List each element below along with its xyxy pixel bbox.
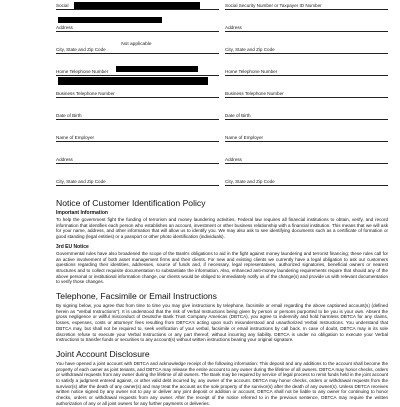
ssn-field-right <box>225 2 388 10</box>
field-label: Social Security Number or Taxpayer ID Number <box>225 3 322 8</box>
field-label: Social <box>56 3 69 8</box>
field-label: Address <box>225 157 242 162</box>
paragraph: Governmental rules have also broadened the scope of the Bank's obligations to aid in the fight against money laundering and terrorist financing; these rules call for an active involvement of both asset management firms and their clients. For new and existing clients we currently have a legal obligation to ask our customers questions regarding their identities, addresses, source of funds and, if necessary, legal representatives, authorized signatories, beneficial owners or nearest structures and to collect requisite documentation to substantiate the information. Also, enhanced anti-money laundering requirements require that should any of the above personal or institutional information change, our clients would be obliged to immediately notify us of the change(s) and provide us with relevant documentation to verify those changes. <box>56 250 388 285</box>
ssn-field-left <box>56 2 219 10</box>
city-state-zip-field-left <box>56 32 219 54</box>
employer-city-field-left <box>56 164 219 186</box>
field-label: Business Telephone Number <box>225 91 284 96</box>
employer-field-right <box>225 120 388 142</box>
section-title: Notice of Customer Identification Policy <box>56 198 206 208</box>
field-label: Home Telephone Number <box>225 69 278 74</box>
employer-address-field-right <box>225 142 388 164</box>
field-label: Date of Birth <box>225 113 251 118</box>
field-label: City, State and Zip Code <box>225 179 275 184</box>
customer-identification-section <box>56 198 388 285</box>
home-phone-field-left <box>56 54 219 76</box>
field-label: Address <box>56 25 73 30</box>
paragraph: You have opened a joint account with DBTCA and acknowledge receipt of the following information: This deposit and any additions to the account shall become the property of each owner as joint tenants, and DBTCA may release the entire account to any owner during the lifetime of all owners. DBTCA may honor checks, orders or withdrawal requests from any owner during the lifetime of all owners. The Bank may be required by service of legal process to remit funds held in the joint account to satisfy a judgment entered against, or other valid debt incurred by, any owner of the account. DBTCA may honor checks, orders or withdrawal requests from the survivor(s) after the death of any owner(s) and may treat the account as the sole property of the survivor(s) after the death of any owner(s). Unless DBTCA receives written notice signed by any owner not to pay or deliver any joint deposit or addition or account, DBTCA shall not be liable to any owner for continuing to honor checks, orders or withdrawal requests from any owner. After the receipt of the notice referred to in the previous sentence, DBTCA may require the written authorization of any or all joint owners for any further payments or deliveries. <box>56 360 388 406</box>
field-value: Not applicable <box>121 42 152 47</box>
employer-field-left <box>56 120 219 142</box>
address-field-left <box>56 10 219 32</box>
telephone-instructions-section <box>56 291 388 343</box>
field-label: Home Telephone Number <box>56 69 109 74</box>
redaction-bar <box>116 66 198 72</box>
field-label: Date of Birth <box>56 113 82 118</box>
city-state-zip-field-right <box>225 32 388 54</box>
account-holder-form <box>56 2 388 186</box>
joint-account-section <box>56 349 388 407</box>
employer-address-field-left <box>56 142 219 164</box>
field-label: Address <box>225 25 242 30</box>
field-label: Business Telephone Number <box>56 91 115 96</box>
field-label: Address <box>56 157 73 162</box>
paragraph: To help the government fight the funding of terrorism and money laundering activities, Federal law requires all financial institutions to obtain, verify, and record information that identifies each person who establishes an account, investment or other business relationship with a financial institution. This means that we will ask for your name, address, and other information that will allow us to identify you. We may also ask to see identifying documents such as a certificate of formation or good standing (legal entities) or a passport or other photo identification (individuals). <box>56 217 388 240</box>
field-label: City, State and Zip Code <box>56 47 106 52</box>
section-title: Telephone, Facsimile or Email Instructions <box>56 291 217 302</box>
dob-field-right <box>225 98 388 120</box>
paragraph: By signing below, you agree that from time to time you may give instructions by telephone, facsimile or email regarding the above captioned account(s) (defined herein as "Verbal Instructions"). It is understood that the risk of Verbal Instructions being given by person or persons purported to be you is your own. Absent the gross negligence or willful misconduct of Deutsche Bank Trust Company Americas (DBTCA), you agree to indemnify and hold harmless DBTCA for any claims, losses, expenses, costs or attorneys' fees resulting from DBTCA's acting upon such misunderstood and unauthorized Verbal Instructions. You understand that DBTCA may, but shall not be required to, seek verification of your verbal, facsimile or email instructions by call back. In case of doubt, DBTCA may in its sole discretion refuse to execute your Verbal Instructions or any part thereof, without incurring any liability. DBTCA is under no obligation to execute your Verbal Instructions to transfer funds or securities to any account(s) without written instructions bearing your original signature. <box>56 303 388 343</box>
home-phone-field-right <box>225 54 388 76</box>
field-label: Name of Employer <box>225 135 264 140</box>
address-field-right <box>225 10 388 32</box>
field-label: City, State and Zip Code <box>56 179 106 184</box>
business-phone-field-left <box>56 76 219 98</box>
field-label: Name of Employer <box>56 135 95 140</box>
subsection-title: 3rd EU Notice <box>56 243 89 250</box>
subsection-title: Important Information <box>56 210 108 216</box>
field-label: City, State and Zip Code <box>225 47 275 52</box>
redaction-bar <box>74 2 200 9</box>
redaction-bar <box>58 77 208 85</box>
dob-field-left <box>56 98 219 120</box>
redaction-bar <box>58 17 162 23</box>
business-phone-field-right <box>225 76 388 98</box>
section-title: Joint Account Disclosure <box>56 348 150 359</box>
employer-city-field-right <box>225 164 388 186</box>
